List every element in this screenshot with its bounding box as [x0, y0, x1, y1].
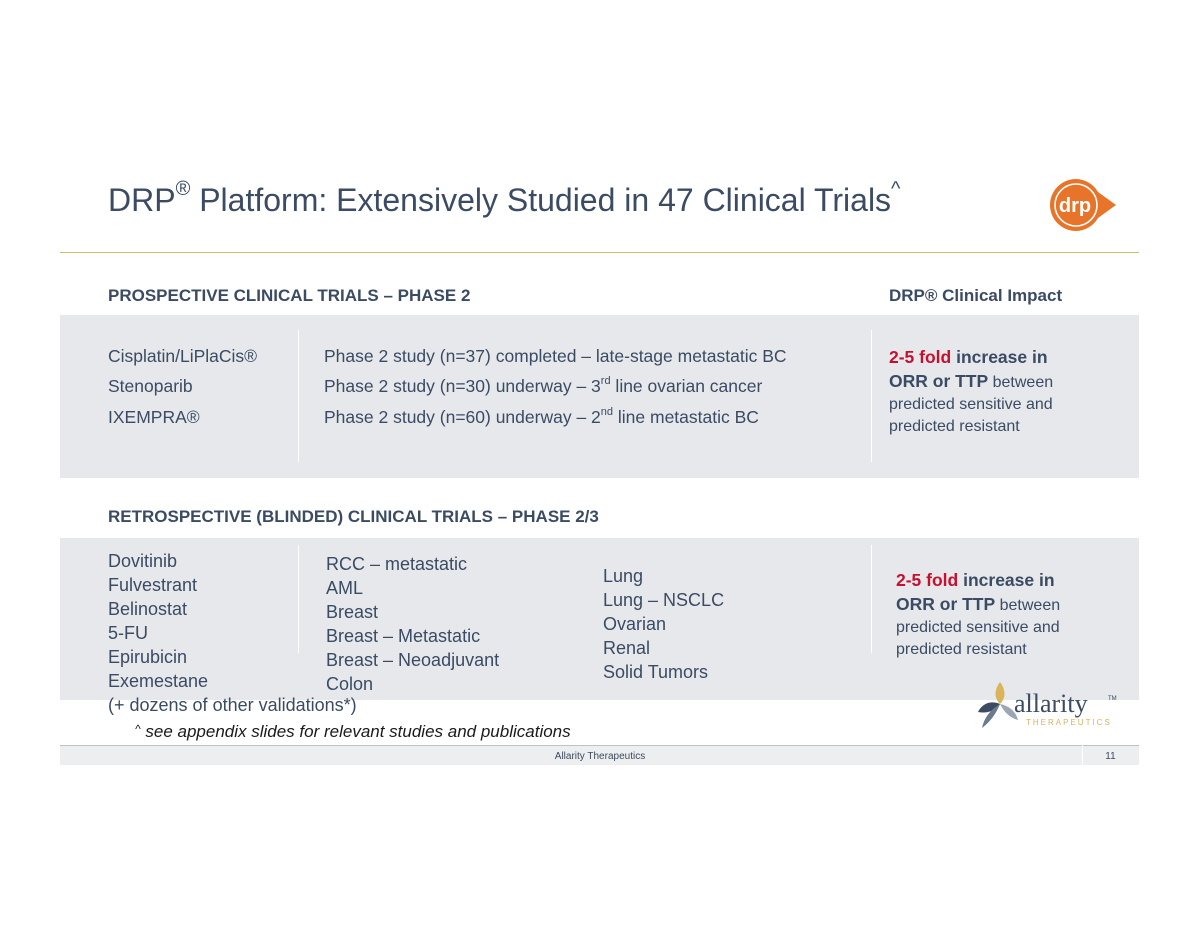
study-description: Phase 2 study (n=30) underway – 3rd line ovarian cancer — [324, 375, 763, 396]
study-description: Phase 2 study (n=37) completed – late-stage metastatic BC — [324, 346, 787, 366]
indication-list — [603, 564, 724, 684]
list-item: RCC – metastatic — [326, 554, 468, 574]
list-item: Lung – NSCLC — [603, 590, 725, 610]
allarity-logo-text: allarity — [1014, 689, 1088, 718]
list-item: Dovitinib — [108, 551, 178, 571]
prospective-header: PROSPECTIVE CLINICAL TRIALS – PHASE 2 — [108, 286, 471, 305]
footer-company: Allarity Therapeutics — [554, 751, 646, 762]
footnote: ^ see appendix slides for relevant studies and publications — [135, 722, 571, 741]
drug-label: IXEMPRA® — [108, 407, 200, 427]
list-item: 5-FU — [108, 623, 148, 643]
list-item: Lung — [603, 566, 644, 586]
list-item: Exemestane — [108, 671, 209, 691]
svg-text:TM: TM — [1108, 696, 1117, 702]
clinical-impact-text: 2-5 fold increase in ORR or TTP between predicted sensitive and predicted resistant — [889, 347, 1054, 435]
list-item: Breast — [326, 602, 379, 622]
retrospective-header: RETROSPECTIVE (BLINDED) CLINICAL TRIALS – PHASE 2/3 — [108, 507, 599, 526]
list-item: Breast – Metastatic — [326, 626, 481, 646]
allarity-logo-subtext: THERAPEUTICS — [1026, 718, 1112, 727]
column-divider — [871, 545, 872, 653]
page-title: DRP® Platform: Extensively Studied in 47 Clinical Trials^ — [108, 178, 901, 218]
footer-divider — [60, 745, 1139, 746]
list-item: Renal — [603, 638, 651, 658]
list-item: Epirubicin — [108, 647, 188, 667]
drug-list — [108, 549, 357, 717]
study-description: Phase 2 study (n=60) underway – 2nd line metastatic BC — [324, 406, 759, 427]
column-divider — [871, 330, 872, 462]
drp-logo — [1040, 177, 1118, 233]
allarity-logo — [976, 680, 1126, 732]
drug-label: Cisplatin/LiPlaCis® — [108, 346, 258, 366]
drp-logo-text: drp — [1058, 195, 1092, 217]
list-item: Breast – Neoadjuvant — [326, 650, 500, 670]
title-divider — [60, 252, 1139, 253]
page-number: 11 — [1105, 751, 1116, 762]
column-divider — [298, 330, 299, 462]
list-item: (+ dozens of other validations*) — [108, 695, 357, 715]
list-item: AML — [326, 578, 364, 598]
list-item: Fulvestrant — [108, 575, 198, 595]
list-item: Belinostat — [108, 599, 188, 619]
indication-list — [326, 552, 499, 696]
list-item: Solid Tumors — [603, 662, 709, 682]
list-item: Colon — [326, 674, 374, 694]
clinical-impact-text: 2-5 fold increase in ORR or TTP between predicted sensitive and predicted resistant — [896, 570, 1061, 658]
list-item: Ovarian — [603, 614, 667, 634]
drug-label: Stenoparib — [108, 376, 193, 396]
impact-header: DRP® Clinical Impact — [889, 286, 1063, 305]
